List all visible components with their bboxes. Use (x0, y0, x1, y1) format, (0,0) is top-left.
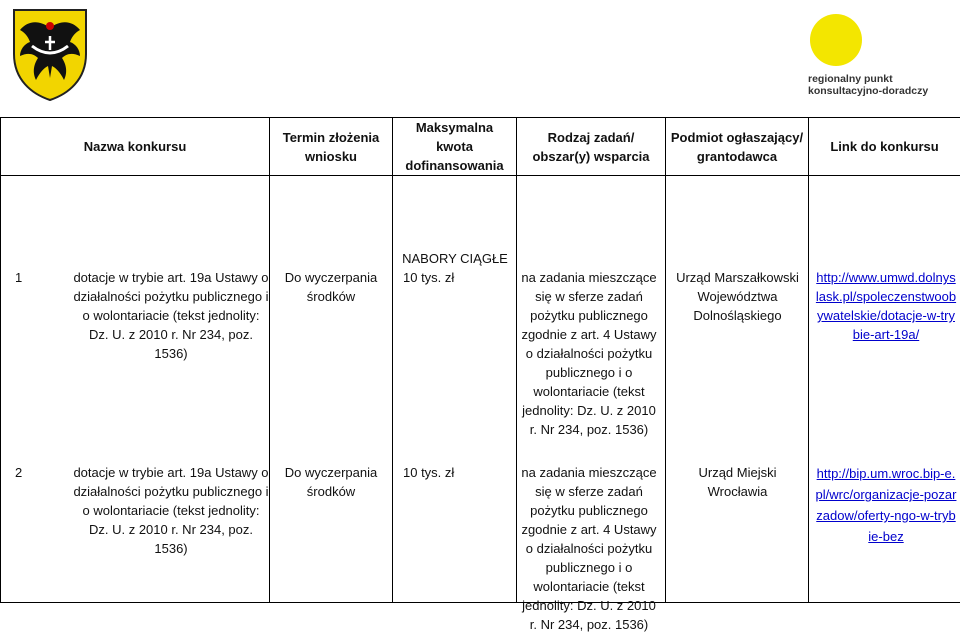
header-organizer: Podmiot ogłaszający/ grantodawca (666, 118, 809, 176)
row1-name: dotacje w trybie art. 19a Ustawy o działalności pożytku publicznego i o wolontariacie (tekst jednolity: Dz. U. z 2010 r. Nr 234, poz. 1536) (73, 268, 269, 363)
row1-amount: 10 tys. zł (403, 268, 513, 287)
table-body-row (1, 176, 960, 603)
header-area: Rodzaj zadań/ obszar(y) wsparcia (517, 118, 666, 176)
organizer-cell (666, 176, 809, 603)
rpk-text-line2: konsultacyjno-doradczy (808, 85, 958, 97)
row1-deadline: Do wyczerpania środków (278, 268, 384, 306)
deadline-cell (270, 176, 393, 603)
rpk-logo-text (808, 73, 958, 97)
row2-name: dotacje w trybie art. 19a Ustawy o działalności pożytku publicznego i o wolontariacie (tekst jednolity: Dz. U. z 2010 r. Nr 234, poz. 1536) (73, 463, 269, 558)
row2-amount: 10 tys. zł (403, 463, 513, 482)
row2-link[interactable]: http://bip.um.wroc.bip-e.pl/wrc/organizacje-pozarzadow/oferty-ngo-w-trybie-bez (815, 463, 957, 547)
eagle-coat-of-arms-icon (10, 6, 90, 102)
name-cell (1, 176, 270, 603)
row2-deadline: Do wyczerpania środków (278, 463, 384, 501)
row1-area: na zadania mieszczące się w sferze zadań pożytku publicznego zgodnie z art. 4 Ustawy o działalności pożytku publicznego i o wolontariacie (tekst jednolity: Dz. U. z 2010 r. Nr 234, poz. 1536) (519, 268, 659, 439)
contests-table (0, 117, 960, 603)
section-label: NABORY CIĄGŁE (393, 249, 517, 268)
row2-area: na zadania mieszczące się w sferze zadań pożytku publicznego zgodnie z art. 4 Ustawy o działalności pożytku publicznego i o wolontariacie (tekst jednolity: Dz. U. z 2010 r. Nr 234, poz. 1536) (519, 463, 659, 634)
row1-organizer: Urząd Marszałkowski Województwa Dolnośląskiego (672, 268, 803, 325)
amount-cell (393, 176, 517, 603)
row1-number: 1 (15, 268, 22, 287)
header-amount: Maksymalna kwota dofinansowania (393, 118, 517, 176)
area-cell (517, 176, 666, 603)
link-cell (809, 176, 960, 603)
header-deadline: Termin złożenia wniosku (270, 118, 393, 176)
rpk-text-line1: regionalny punkt (808, 73, 958, 85)
header-name: Nazwa konkursu (1, 118, 270, 176)
row1-link[interactable]: http://www.umwd.dolnyslask.pl/spoleczenstwoobywatelskie/dotacje-w-trybie-art-19a/ (815, 268, 957, 344)
header-link: Link do konkursu (809, 118, 960, 176)
row2-organizer: Urząd Miejski Wrocławia (672, 463, 803, 501)
row2-number: 2 (15, 463, 22, 482)
table-header-row (1, 118, 960, 176)
